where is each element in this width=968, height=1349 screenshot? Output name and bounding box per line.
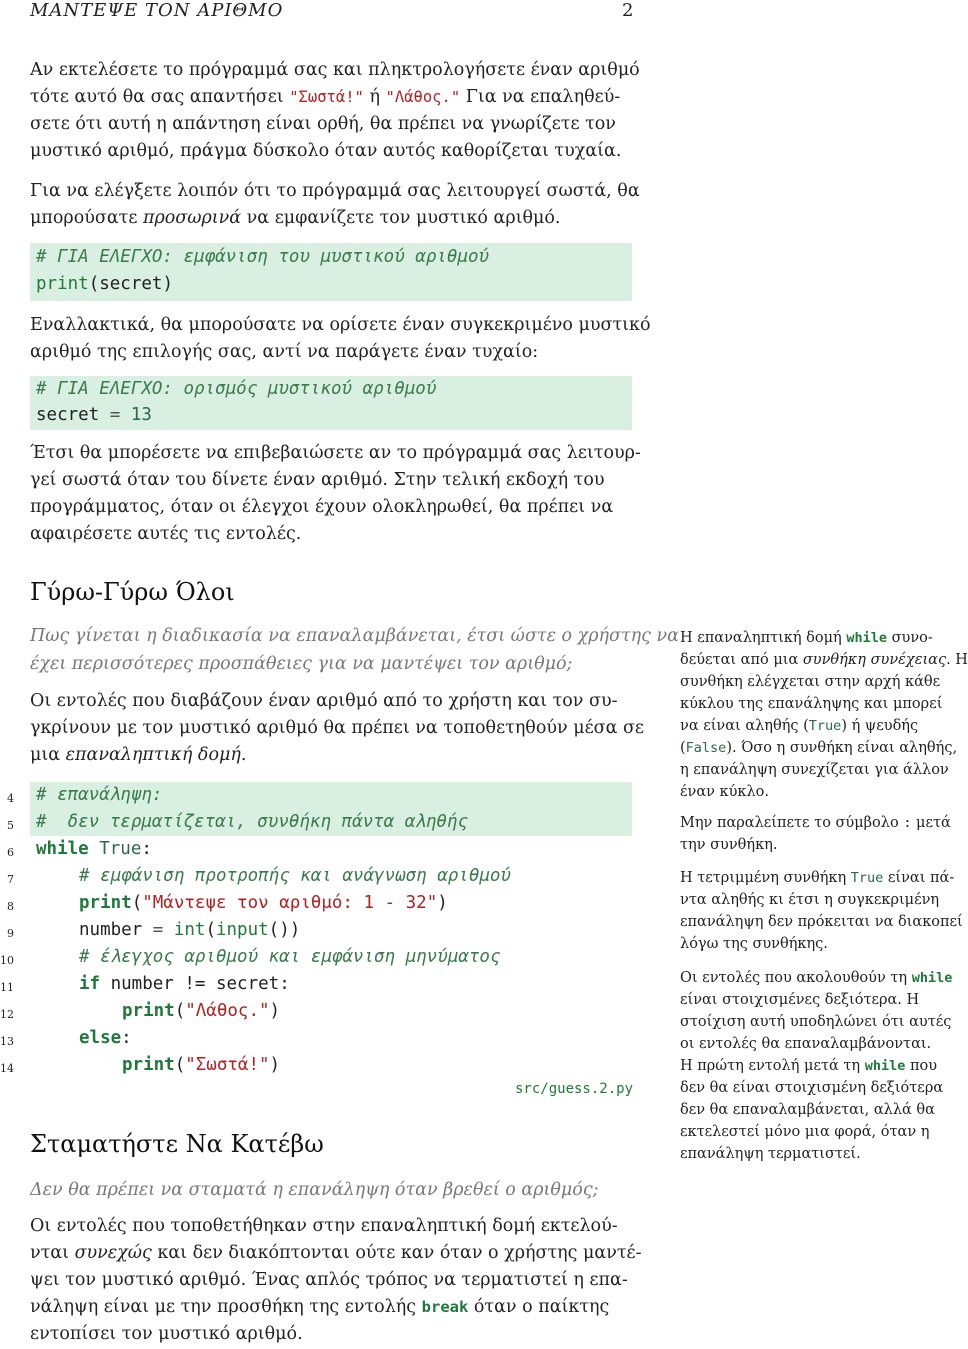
code-comment: # ΓΙΑ ΕΛΕΓΧΟ: εμφάνιση του μυστικού αριθμού <box>36 247 490 267</box>
text-line: Οι εντολές που τοποθετήθηκαν στην επαναληπτική δομή εκτελού- <box>30 1216 618 1236</box>
margin-note-true: Η τετριμμένη συνθήκη True είναι πά- ντα αληθής κι έτσι η συγκεκριμένη επανάληψη δεν πρόκειται να διακοπεί λόγω της συνθήκης. <box>680 870 963 952</box>
line-number: 13 <box>0 1035 14 1048</box>
code-listing-body <box>36 782 511 1133</box>
line-number: 7 <box>7 873 14 886</box>
margin-note-colon: Μην παραλείπετε το σύμβολο : μετά την συνθήκη. <box>680 815 951 853</box>
text-line: εντοπίσει τον μυστικό αριθμό. <box>30 1324 303 1344</box>
code-block-print-secret <box>30 243 632 301</box>
line-number: 4 <box>7 792 14 805</box>
line-number: 8 <box>7 900 14 913</box>
page-number: 2 <box>622 0 634 21</box>
line-number: 14 <box>0 1062 14 1075</box>
paragraph-alternative <box>30 312 651 366</box>
code-line-print-right: print("Σωστά!") <box>122 1055 281 1075</box>
text-line: Εναλλακτικά, θα μπορούσατε να ορίσετε έναν συγκεκριμένο μυστικό <box>30 315 651 335</box>
text-line: τότε αυτό θα σας απαντήσει "Σωστά!" ή "Λάθος." Για να επαληθεύ- <box>30 87 621 107</box>
code-comment: # επανάληψη: <box>36 785 163 805</box>
line-number: 6 <box>7 846 14 859</box>
paragraph-check <box>30 178 640 232</box>
code-line-print-wrong: print("Λάθος.") <box>122 1001 281 1021</box>
inline-code-correct: Σωστά! <box>298 88 355 106</box>
code-comment: # ΓΙΑ ΕΛΕΓΧΟ: ορισμός μυστικού αριθμού <box>36 379 437 399</box>
code-listing <box>0 782 640 1082</box>
source-file-label: src/guess.2.py <box>515 1081 634 1097</box>
code-comment: # εμφάνιση προτροπής και ανάγνωση αριθμού <box>79 866 511 886</box>
margin-note-while: Η επαναληπτική δομή while συνο- δεύεται από μια συνθήκη συνέχειας. Η συνθήκη ελέγχεται στην αρχή κάθε κύκλου της επανάληψης και μπορεί να είναι αληθής (True) ή ψευδής (False). Όσο η συνθήκη είναι αληθής, η επανάληψη συνεχίζεται για άλλον έναν κύκλο. <box>680 630 968 800</box>
code-line: print(secret) <box>36 274 173 294</box>
code-line-if: if number != secret: <box>79 974 290 994</box>
line-number: 10 <box>0 954 14 967</box>
line-number: 11 <box>0 981 14 994</box>
text-line: Αν εκτελέσετε το πρόγραμμά σας και πληκτρολογήσετε έναν αριθμό <box>30 60 640 80</box>
text-line: γεί σωστά όταν του δίνετε έναν αριθμό. Στην τελική εκδοχή του <box>30 470 605 490</box>
text-line: μυστικό αριθμό, πράγμα δύσκολο όταν αυτός καθορίζεται τυχαία. <box>30 141 622 161</box>
code-line-print-prompt: print("Μάντεψε τον αριθμό: 1 - 32") <box>79 893 448 913</box>
section-subtitle: Πως γίνεται η διαδικασία να επαναλαμβάνεται, έτσι ώστε ο χρήστης να έχει περισσότερες προσπάθειες για να μαντέψει τον αριθμό; <box>30 626 679 674</box>
text-line: αριθμό της επιλογής σας, αντί να παράγετε έναν τυχαίο: <box>30 342 539 362</box>
text-line: αφαιρέσετε αυτές τις εντολές. <box>30 524 302 544</box>
line-number: 5 <box>7 819 14 832</box>
code-line-else: else: <box>79 1028 132 1048</box>
text-line: μπορούσατε προσωρινά να εμφανίζετε τον μυστικό αριθμό. <box>30 208 561 228</box>
text-line: γκρίνουν με τον μυστικό αριθμό θα πρέπει να τοποθετηθούν μέσα σε <box>30 718 644 738</box>
code-block-set-secret <box>30 376 632 430</box>
running-header-title: ΜΑΝΤΕΨΕ ΤΟΝ ΑΡΙΘΜΟ <box>30 0 284 21</box>
line-number: 12 <box>0 1008 14 1021</box>
paragraph-break <box>30 1213 642 1348</box>
text-line: Έτσι θα μπορέσετε να επιβεβαιώσετε αν το πρόγραμμά σας λειτουρ- <box>30 443 641 463</box>
code-line-while: while True: <box>36 839 152 859</box>
text-line: Για να ελέγξετε λοιπόν ότι το πρόγραμμά σας λειτουργεί σωστά, θα <box>30 181 640 201</box>
text-line: νται συνεχώς και δεν διακόπτονται ούτε καν όταν ο χρήστης μαντέ- <box>30 1243 642 1263</box>
line-number: 9 <box>7 927 14 940</box>
text-line: νάληψη είναι με την προσθήκη της εντολής break όταν ο παίκτης <box>30 1297 610 1317</box>
text-line: μια επαναληπτική δομή. <box>30 745 247 765</box>
text-line: Οι εντολές που διαβάζουν έναν αριθμό από το χρήστη και τον συ- <box>30 691 618 711</box>
inline-code-break: break <box>421 1298 469 1316</box>
paragraph-loop-intro <box>30 688 644 769</box>
inline-code-wrong: Λάθος. <box>394 88 451 106</box>
code-line: secret = 13 <box>36 405 152 425</box>
margin-note-indentation: Οι εντολές που ακολουθούν τη while είναι στοιχισμένες δεξιότερα. Η στοίχιση αυτή υποδηλώνει ότι αυτές οι εντολές θα επαναλαμβάνονται. Η πρώτη εντολή μετά τη while που δεν θα είναι στοιχισμένη δεξιότερα δεν θα επαναλαμβάνεται, αλλά θα εκτελεστεί μόνο μια φορά, όταν η επανάληψη τερματιστεί. <box>680 970 953 1162</box>
code-comment: # δεν τερματίζεται, συνθήκη πάντα αληθής <box>36 812 468 832</box>
code-comment: # έλεγχος αριθμού και εμφάνιση μηνύματος <box>79 947 501 967</box>
text-line: ψει τον μυστικό αριθμό. Ένας απλός τρόπος να τερματιστεί η επα- <box>30 1270 628 1290</box>
section-subtitle: Δεν θα πρέπει να σταματά η επανάληψη όταν βρεθεί ο αριθμός; <box>30 1180 599 1200</box>
text-line: προγράμματος, όταν οι έλεγχοι έχουν ολοκληρωθεί, θα πρέπει να <box>30 497 614 517</box>
section-heading-stop: Σταματήστε Να Κατέβω <box>30 1130 324 1158</box>
code-line-input: number = int(input()) <box>79 920 301 940</box>
section-heading-loop: Γύρω-Γύρω Όλοι <box>30 578 235 606</box>
text-line: σετε ότι αυτή η απάντηση είναι ορθή, θα πρέπει να γνωρίζετε τον <box>30 114 616 134</box>
paragraph-intro <box>30 57 640 165</box>
paragraph-verify <box>30 440 641 548</box>
